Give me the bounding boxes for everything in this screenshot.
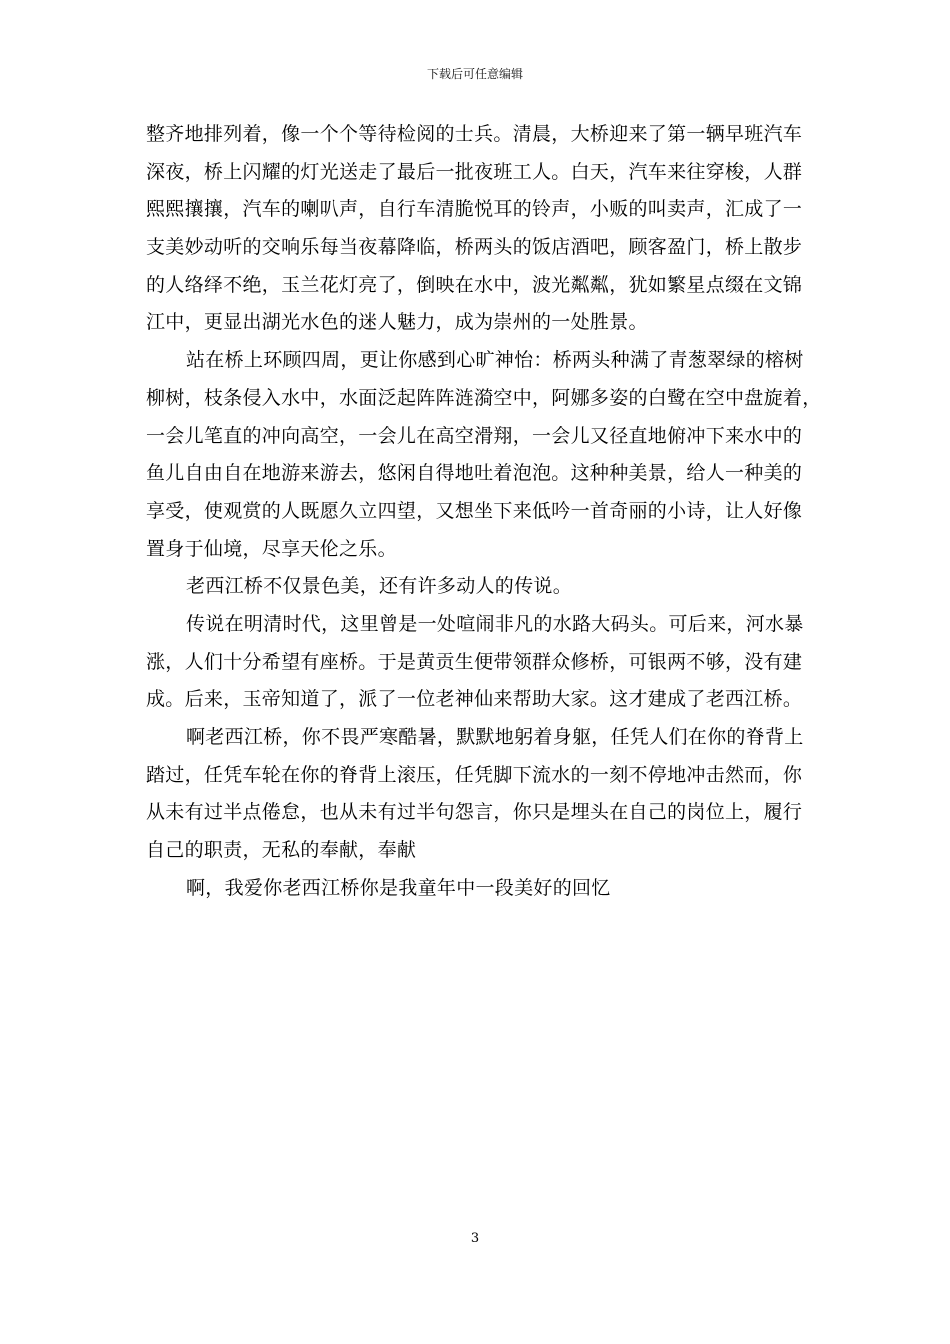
body-line: 一会儿笔直的冲向高空，一会儿在高空滑翔，一会儿又径直地俯冲下来水中的 [146, 424, 803, 447]
body-line: 从未有过半点倦怠，也从未有过半句怨言，你只是埋头在自己的岗位上，履行 [146, 801, 803, 824]
body-line: 的人络绎不绝，玉兰花灯亮了，倒映在水中，波光粼粼，犹如繁星点缀在文锦 [146, 273, 803, 296]
page-header: 下载后可任意编辑 [426, 67, 523, 81]
body-line: 支美妙动听的交响乐每当夜幕降临，桥两头的饭店酒吧，顾客盈门，桥上散步 [146, 236, 803, 259]
document-body [146, 116, 822, 907]
body-line: 涨，人们十分希望有座桥。于是黄贡生便带领群众修桥，可银两不够，没有建 [146, 650, 803, 673]
body-line: 鱼儿自由自在地游来游去，悠闲自得地吐着泡泡。这种种美景，给人一种美的 [146, 462, 803, 485]
body-line: 啊，我爱你老西江桥你是我童年中一段美好的回忆 [186, 876, 611, 899]
body-line: 深夜，桥上闪耀的灯光送走了最后一批夜班工人。白天，汽车来往穿梭，人群 [146, 160, 803, 183]
body-line: 啊老西江桥，你不畏严寒酷暑，默默地躬着身躯，任凭人们在你的脊背上 [186, 726, 804, 748]
body-line: 老西江桥不仅景色美，还有许多动人的传说。 [186, 575, 573, 598]
body-line: 柳树，枝条侵入水中，水面泛起阵阵涟漪空中，阿娜多姿的白鹭在空中盘旋着， [146, 386, 822, 409]
body-line: 成。后来，玉帝知道了，派了一位老神仙来帮助大家。这才建成了老西江桥。 [146, 688, 803, 711]
body-line: 整齐地排列着，像一个个等待检阅的士兵。清晨，大桥迎来了第一辆早班汽车 [146, 123, 803, 145]
body-line: 站在桥上环顾四周，更让你感到心旷神怡：桥两头种满了青葱翠绿的榕树 [186, 349, 804, 372]
body-line: 置身于仙境，尽享天伦之乐。 [146, 537, 397, 560]
page-number: 3 [470, 1231, 480, 1246]
body-line: 传说在明清时代，这里曾是一处喧闹非凡的水路大码头。可后来，河水暴 [186, 612, 804, 635]
body-line: 享受，使观赏的人既愿久立四望，又想坐下来低吟一首奇丽的小诗，让人好像 [146, 499, 803, 522]
body-line: 江中，更显出湖光水色的迷人魅力，成为崇州的一处胜景。 [146, 311, 648, 334]
body-line: 熙熙攘攘，汽车的喇叭声，自行车清脆悦耳的铃声，小贩的叫卖声，汇成了一 [146, 198, 803, 221]
body-line: 踏过，任凭车轮在你的脊背上滚压，任凭脚下流水的一刻不停地冲击然而，你 [146, 763, 803, 786]
body-line: 自己的职责，无私的奉献，奉献 [146, 839, 417, 862]
